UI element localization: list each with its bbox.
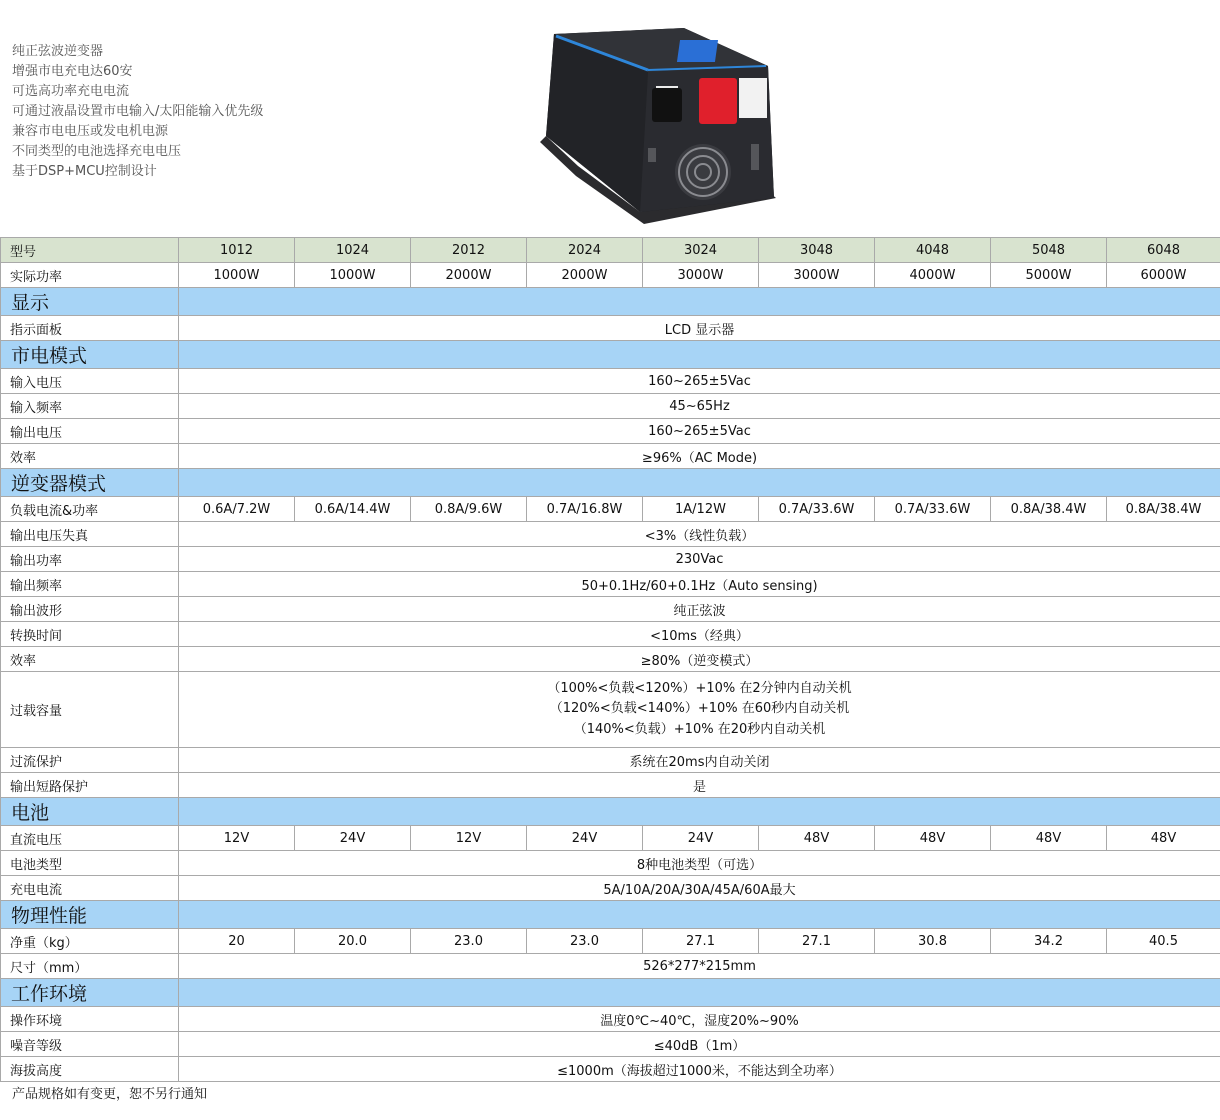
spec-row <box>1 394 1220 419</box>
spec-value: LCD 显示器 <box>179 316 1220 341</box>
spec-label: 电池类型 <box>1 851 179 876</box>
dcv-cell: 48V <box>759 826 875 851</box>
spec-row <box>1 1007 1220 1032</box>
spec-value: 230Vac <box>179 547 1220 572</box>
spec-label: 尺寸（mm） <box>1 954 179 979</box>
power-cell: 1000W <box>179 263 295 288</box>
spec-value: 温度0℃~40℃，湿度20%~90% <box>179 1007 1220 1032</box>
spec-label: 输入频率 <box>1 394 179 419</box>
section-mains <box>1 341 1220 369</box>
load-cell: 0.8A/38.4W <box>991 497 1107 522</box>
spec-label: 输出电压 <box>1 419 179 444</box>
feature-item: 不同类型的电池选择充电电压 <box>12 144 182 159</box>
spec-value: <3%（线性负载） <box>179 522 1220 547</box>
dcv-cell: 12V <box>411 826 527 851</box>
section-physical <box>1 901 1220 929</box>
weight-cell: 30.8 <box>875 929 991 954</box>
dcv-cell: 24V <box>527 826 643 851</box>
spec-label: 过流保护 <box>1 748 179 773</box>
section-title: 显示 <box>1 288 179 316</box>
spec-row <box>1 419 1220 444</box>
model-cell: 5048 <box>991 238 1107 263</box>
model-cell: 2024 <box>527 238 643 263</box>
section-title: 电池 <box>1 798 179 826</box>
spec-row <box>1 647 1220 672</box>
load-cell: 0.8A/38.4W <box>1107 497 1220 522</box>
overload-row <box>1 672 1220 748</box>
load-row <box>1 497 1220 522</box>
spec-value: 纯正弦波 <box>179 597 1220 622</box>
dcv-cell: 48V <box>991 826 1107 851</box>
power-row <box>1 263 1220 288</box>
section-inverter <box>1 469 1220 497</box>
load-cell: 0.7A/33.6W <box>875 497 991 522</box>
power-label: 实际功率 <box>1 263 179 288</box>
load-cell: 0.7A/33.6W <box>759 497 875 522</box>
spec-row <box>1 1032 1220 1057</box>
spec-value: 160~265±5Vac <box>179 419 1220 444</box>
power-cell: 5000W <box>991 263 1107 288</box>
weight-cell: 34.2 <box>991 929 1107 954</box>
power-cell: 3000W <box>759 263 875 288</box>
spec-label: 输出电压失真 <box>1 522 179 547</box>
spec-row <box>1 547 1220 572</box>
spec-row <box>1 622 1220 647</box>
dcv-cell: 24V <box>295 826 411 851</box>
spec-value: 526*277*215mm <box>179 954 1220 979</box>
feature-item: 可选高功率充电电流 <box>12 84 130 99</box>
weight-cell: 23.0 <box>411 929 527 954</box>
spec-label: 过载容量 <box>1 672 179 748</box>
spec-label: 噪音等级 <box>1 1032 179 1057</box>
spec-value: 8种电池类型（可选） <box>179 851 1220 876</box>
load-cell: 0.6A/14.4W <box>295 497 411 522</box>
spec-value: 45~65Hz <box>179 394 1220 419</box>
spec-row <box>1 773 1220 798</box>
overload-line: （120%<负载<140%）+10% 在60秒内自动关机 <box>549 701 850 717</box>
spec-value: ≥96%（AC Mode) <box>179 444 1220 469</box>
weight-cell: 27.1 <box>759 929 875 954</box>
feature-item: 兼容市电电压或发电机电源 <box>12 124 169 139</box>
model-label: 型号 <box>1 238 179 263</box>
section-battery <box>1 798 1220 826</box>
power-cell: 3000W <box>643 263 759 288</box>
model-header-row <box>1 238 1220 263</box>
feature-item: 增强市电充电达60安 <box>12 64 133 79</box>
dc-voltage-row <box>1 826 1220 851</box>
model-cell: 1012 <box>179 238 295 263</box>
section-title: 逆变器模式 <box>1 469 179 497</box>
model-cell: 6048 <box>1107 238 1220 263</box>
spec-label: 输入电压 <box>1 369 179 394</box>
spec-label: 直流电压 <box>1 826 179 851</box>
section-env <box>1 979 1220 1007</box>
weight-cell: 40.5 <box>1107 929 1220 954</box>
section-title: 市电模式 <box>1 341 179 369</box>
spec-row <box>1 748 1220 773</box>
model-cell: 1024 <box>295 238 411 263</box>
spec-label: 指示面板 <box>1 316 179 341</box>
spec-value: 5A/10A/20A/30A/45A/60A最大 <box>179 876 1220 901</box>
load-cell: 0.8A/9.6W <box>411 497 527 522</box>
model-cell: 3024 <box>643 238 759 263</box>
power-cell: 2000W <box>411 263 527 288</box>
spec-row <box>1 1057 1220 1082</box>
spec-label: 海拔高度 <box>1 1057 179 1082</box>
spec-row <box>1 572 1220 597</box>
weight-row <box>1 929 1220 954</box>
dcv-cell: 48V <box>875 826 991 851</box>
section-display <box>1 288 1220 316</box>
model-cell: 2012 <box>411 238 527 263</box>
spec-label: 操作环境 <box>1 1007 179 1032</box>
spec-value: ≤1000m（海拔超过1000米，不能达到全功率） <box>179 1057 1220 1082</box>
feature-item: 基于DSP+MCU控制设计 <box>12 164 157 179</box>
power-cell: 2000W <box>527 263 643 288</box>
inverter-product-image <box>536 26 786 232</box>
spec-row <box>1 876 1220 901</box>
spec-label: 输出频率 <box>1 572 179 597</box>
power-cell: 6000W <box>1107 263 1220 288</box>
footer-note: 产品规格如有变更，恕不另行通知 <box>12 1087 208 1102</box>
section-title: 物理性能 <box>1 901 179 929</box>
dcv-cell: 48V <box>1107 826 1220 851</box>
weight-cell: 23.0 <box>527 929 643 954</box>
spec-row <box>1 954 1220 979</box>
spec-value: ≤40dB（1m） <box>179 1032 1220 1057</box>
spec-row <box>1 369 1220 394</box>
power-cell: 4000W <box>875 263 991 288</box>
spec-label: 输出波形 <box>1 597 179 622</box>
spec-value: 50+0.1Hz/60+0.1Hz（Auto sensing) <box>179 572 1220 597</box>
dcv-cell: 12V <box>179 826 295 851</box>
spec-row <box>1 522 1220 547</box>
spec-row <box>1 597 1220 622</box>
load-cell: 0.6A/7.2W <box>179 497 295 522</box>
spec-label: 净重（kg） <box>1 929 179 954</box>
weight-cell: 27.1 <box>643 929 759 954</box>
overload-line: （100%<负载<120%）+10% 在2分钟内自动关机 <box>547 680 852 696</box>
spec-label: 效率 <box>1 444 179 469</box>
spec-label: 负载电流&功率 <box>1 497 179 522</box>
weight-cell: 20.0 <box>295 929 411 954</box>
section-title: 工作环境 <box>1 979 179 1007</box>
feature-list <box>12 42 263 182</box>
load-cell: 0.7A/16.8W <box>527 497 643 522</box>
spec-row <box>1 851 1220 876</box>
spec-row <box>1 316 1220 341</box>
model-cell: 4048 <box>875 238 991 263</box>
overload-value <box>179 672 1220 748</box>
spec-row <box>1 444 1220 469</box>
overload-line: （140%<负载）+10% 在20秒内自动关机 <box>573 721 826 737</box>
spec-label: 充电电流 <box>1 876 179 901</box>
spec-table <box>0 237 1220 1082</box>
spec-value: 是 <box>179 773 1220 798</box>
model-cell: 3048 <box>759 238 875 263</box>
spec-label: 效率 <box>1 647 179 672</box>
dcv-cell: 24V <box>643 826 759 851</box>
power-cell: 1000W <box>295 263 411 288</box>
spec-label: 输出短路保护 <box>1 773 179 798</box>
spec-label: 输出功率 <box>1 547 179 572</box>
spec-value: 系统在20ms内自动关闭 <box>179 748 1220 773</box>
spec-value: ≥80%（逆变模式） <box>179 647 1220 672</box>
load-cell: 1A/12W <box>643 497 759 522</box>
feature-item: 纯正弦波逆变器 <box>12 44 104 59</box>
feature-item: 可通过液晶设置市电输入/太阳能输入优先级 <box>12 104 264 119</box>
weight-cell: 20 <box>179 929 295 954</box>
spec-label: 转换时间 <box>1 622 179 647</box>
spec-value: 160~265±5Vac <box>179 369 1220 394</box>
spec-value: <10ms（经典） <box>179 622 1220 647</box>
